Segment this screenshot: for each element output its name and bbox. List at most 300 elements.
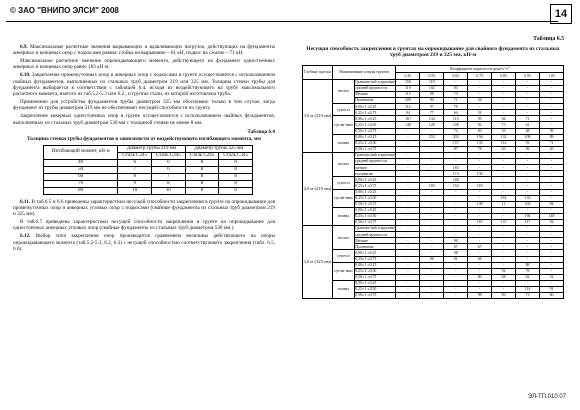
value-cell: 128: [420, 122, 444, 128]
page-number: 14: [550, 4, 572, 24]
soil-group-cell: супеси: [332, 177, 354, 189]
soil-type-cell: 0,50≤ I ≤0,75: [354, 128, 396, 134]
value-cell: 71: [540, 140, 564, 146]
value-cell: -: [540, 207, 564, 213]
value-cell: 97: [420, 104, 444, 110]
value-cell: 65: [492, 146, 516, 152]
soil-type-cell: 0,25≤ I ≤0,50: [354, 213, 396, 219]
company-header: © ЗАО "ВНИПО ЭЛСИ" 2008: [10, 6, 119, 15]
value-cell: 87: [444, 244, 468, 250]
value-cell: -: [516, 79, 540, 85]
t4-header-s245: Сталь С245: [118, 152, 152, 159]
value-cell: 133: [468, 140, 492, 146]
value-cell: 73: [492, 122, 516, 128]
value-cell: -: [540, 116, 564, 122]
value-cell: 112: [492, 140, 516, 146]
soil-type-cell: мелкие: [354, 165, 396, 171]
header-rule: [6, 21, 558, 22]
value-cell: 53: [492, 128, 516, 134]
value-cell: -: [492, 171, 516, 177]
soil-group-cell: пески: [332, 152, 354, 176]
value-cell: -: [396, 207, 420, 213]
value-cell: -: [420, 165, 444, 171]
table-cell: 8: [185, 187, 219, 194]
value-cell: -: [492, 92, 516, 98]
value-cell: 102: [420, 85, 444, 91]
value-cell: -: [396, 250, 420, 256]
value-cell: -: [396, 238, 420, 244]
right-column: [302, 36, 564, 299]
soil-type-cell: Пылеватые: [354, 244, 396, 250]
value-cell: -: [516, 177, 540, 183]
table-6-4-title: Толщина стенки трубы фундаментов в зависимости от воздействующего изгибающего момента, мм: [27, 136, 261, 143]
value-cell: -: [516, 280, 540, 286]
soil-type-cell: 0,50≤ I ≤0,75: [354, 274, 396, 280]
value-cell: -: [540, 280, 564, 286]
value-cell: -: [396, 293, 420, 299]
paragraph-text: Выбор типа закрепления опор производится сравнением величины действующего на опоры опрокидывающего момента (таб.5.2-5.3, 6.2, 6.3) с несущей способностью соответствующего закрепления (табл. 6.5, 6.6).: [13, 233, 275, 252]
value-cell: -: [516, 104, 540, 110]
value-cell: -: [516, 92, 540, 98]
value-cell: -: [492, 250, 516, 256]
soil-type-cell: средней крупности: [354, 159, 396, 165]
value-cell: -: [396, 213, 420, 219]
value-cell: -: [420, 171, 444, 177]
value-cell: 98: [444, 250, 468, 256]
value-cell: -: [540, 244, 564, 250]
soil-group-cell: сугли-нки: [332, 189, 354, 207]
table-row: [44, 166, 253, 173]
soil-type-cell: Пылеватые: [354, 98, 396, 104]
value-cell: 137: [492, 219, 516, 225]
table-6-5-title: Несущая способность закрепления в грунтах на опрокидывание для свайного фундамента из стальных труб диаметром 219 и 325 мм, кН·м: [306, 46, 560, 59]
soil-type-cell: 0,00≤ I ≤0,25: [354, 262, 396, 268]
value-cell: 89: [540, 134, 564, 140]
value-cell: 112: [396, 104, 420, 110]
value-cell: -: [420, 195, 444, 201]
value-cell: 117: [516, 219, 540, 225]
value-cell: -: [420, 128, 444, 134]
value-cell: -: [420, 250, 444, 256]
value-cell: 115: [396, 92, 420, 98]
value-cell: -: [492, 152, 516, 158]
value-cell: -: [396, 226, 420, 232]
value-cell: 48: [516, 128, 540, 134]
value-cell: -: [516, 244, 540, 250]
value-cell: 51: [468, 110, 492, 116]
soil-type-cell: 0,00≤ I ≤0,25: [354, 134, 396, 140]
value-cell: -: [396, 152, 420, 158]
value-cell: 90: [444, 238, 468, 244]
value-cell: -: [396, 183, 420, 189]
value-cell: -: [444, 189, 468, 195]
value-cell: -: [444, 195, 468, 201]
value-cell: -: [540, 110, 564, 116]
value-cell: 78: [516, 268, 540, 274]
value-cell: -: [420, 207, 444, 213]
t5-header-e-value: 0,45: [396, 72, 420, 79]
value-cell: 157: [444, 140, 468, 146]
value-cell: -: [540, 268, 564, 274]
value-cell: -: [540, 177, 564, 183]
soil-type-cell: Гравелистый и крупные: [355, 80, 395, 85]
value-cell: -: [420, 140, 444, 146]
value-cell: 148: [540, 213, 564, 219]
value-cell: -: [492, 207, 516, 213]
value-cell: -: [444, 274, 468, 280]
value-cell: -: [540, 85, 564, 91]
value-cell: -: [396, 268, 420, 274]
paragraph-number: 6.11.: [20, 198, 31, 205]
value-cell: -: [396, 280, 420, 286]
soil-type-cell: 0,25≤ I ≤0,50: [354, 195, 396, 201]
value-cell: -: [540, 232, 564, 238]
t5-header-e-value: 0,75: [468, 72, 492, 79]
value-cell: -: [396, 146, 420, 152]
value-cell: 83: [444, 85, 468, 91]
paragraph-text: Закрепление промежуточных опор и анкерных опор с подкосами в грунте осуществляется с использованием свайных фундаментов, выполненных из стальных труб диаметром 219 или 325 мм. Толщина стенки трубы для фундамента выбирается в соответствии с таблицей 6.4. исходя из воздействующего на трубу максимального расчетного момента, взятого из таб.5.2-5.3 или 6.2., и группы стали, из которой изготовлена труба.: [13, 72, 275, 98]
value-cell: -: [420, 274, 444, 280]
value-cell: 92: [540, 219, 564, 225]
value-cell: -: [444, 293, 468, 299]
table-cell: 80: [44, 187, 118, 194]
soil-group-cell: супеси: [332, 104, 354, 116]
value-cell: -: [492, 232, 516, 238]
value-cell: -: [516, 256, 540, 262]
t5-header-e-value: 0,55: [420, 72, 444, 79]
paragraphs-block-2: [13, 199, 275, 253]
soil-group-cell: пески: [332, 226, 354, 250]
value-cell: -: [444, 219, 468, 225]
table-cell: 8: [185, 180, 219, 187]
value-cell: -: [516, 250, 540, 256]
value-cell: 71: [444, 98, 468, 104]
value-cell: -: [444, 207, 468, 213]
value-cell: -: [444, 159, 468, 165]
value-cell: -: [396, 140, 420, 146]
soil-type-cell: 0,25≤ I ≤0,50: [354, 122, 396, 128]
table-cell: 8: [185, 173, 219, 180]
table-cell: 8: [219, 173, 253, 180]
value-cell: 161: [492, 195, 516, 201]
value-cell: -: [420, 232, 444, 238]
value-cell: -: [492, 189, 516, 195]
value-cell: -: [468, 104, 492, 110]
value-cell: -: [420, 287, 444, 293]
left-column: [13, 44, 275, 254]
value-cell: -: [516, 232, 540, 238]
paragraph-number: 6.12.: [20, 233, 31, 240]
value-cell: -: [492, 177, 516, 183]
t4-header-s345: Сталь С345: [219, 152, 253, 159]
soil-group-cell: глины: [332, 280, 354, 298]
t5-header-e-value: 0,65: [444, 72, 468, 79]
value-cell: 61: [516, 122, 540, 128]
value-cell: -: [468, 177, 492, 183]
value-cell: 74: [444, 128, 468, 134]
value-cell: 91: [516, 140, 540, 146]
soil-group-cell: сугли-нки: [332, 116, 354, 134]
table-cell: 10: [152, 187, 186, 194]
value-cell: 94: [396, 110, 420, 116]
value-cell: 67: [468, 244, 492, 250]
value-cell: -: [444, 152, 468, 158]
table-cell: 8: [219, 180, 253, 187]
value-cell: 156: [468, 134, 492, 140]
value-cell: -: [516, 85, 540, 91]
value-cell: -: [468, 262, 492, 268]
table-cell: 6: [152, 159, 186, 166]
value-cell: 79: [444, 104, 468, 110]
value-cell: 62: [516, 274, 540, 280]
value-cell: 56: [516, 146, 540, 152]
value-cell: -: [396, 244, 420, 250]
value-cell: -: [444, 79, 468, 85]
table-row: [44, 159, 253, 166]
value-cell: -: [492, 98, 516, 104]
value-cell: -: [420, 213, 444, 219]
value-cell: 98: [420, 92, 444, 98]
value-cell: -: [444, 226, 468, 232]
value-cell: 95: [468, 116, 492, 122]
body-paragraph: [13, 99, 275, 112]
value-cell: 11: [492, 201, 516, 207]
value-cell: 78: [468, 146, 492, 152]
value-cell: -: [420, 177, 444, 183]
value-cell: 87: [444, 146, 468, 152]
paragraph-number: 6.10.: [20, 72, 31, 79]
value-cell: 152: [444, 183, 468, 189]
t4-header-moment: Изгибающий момент, кН·м: [44, 145, 118, 159]
table-cell: 50: [44, 166, 118, 173]
table-cell: 7: [152, 173, 186, 180]
body-paragraph: [13, 233, 275, 252]
value-cell: 84: [492, 116, 516, 122]
value-cell: -: [396, 189, 420, 195]
value-cell: 167: [468, 219, 492, 225]
paragraph-text: Применение для устройства фундаментов трубы диаметром 325 мм обосновано только в том случае, когда фундамент из трубы диаметром 219 мм не обеспечивает несущей способности по грунту.: [13, 99, 275, 112]
table-cell: 8: [219, 166, 253, 173]
soil-type-cell: 0,00≤ I ≤0,25: [354, 207, 396, 213]
soil-type-cell: Гравелистый и крупные: [355, 153, 395, 158]
table-cell: 6: [118, 159, 152, 166]
soil-type-cell: пылеватые: [354, 171, 396, 177]
value-cell: 71: [516, 116, 540, 122]
value-cell: -: [396, 262, 420, 268]
value-cell: -: [468, 165, 492, 171]
value-cell: 83: [492, 293, 516, 299]
table-cell: 60: [44, 173, 118, 180]
value-cell: -: [468, 226, 492, 232]
value-cell: -: [420, 280, 444, 286]
value-cell: -: [396, 165, 420, 171]
value-cell: -: [420, 268, 444, 274]
value-cell: 68: [492, 274, 516, 280]
value-cell: -: [540, 104, 564, 110]
value-cell: 98: [468, 293, 492, 299]
value-cell: 81: [444, 256, 468, 262]
value-cell: -: [468, 232, 492, 238]
soil-type-cell: Гравелистый и крупные: [355, 226, 395, 231]
value-cell: 73: [444, 92, 468, 98]
table-cell: 10: [118, 187, 152, 194]
table-cell: 8: [185, 159, 219, 166]
table-row: [303, 134, 564, 140]
table-cell: 6: [152, 166, 186, 173]
value-cell: -: [540, 159, 564, 165]
value-cell: -: [444, 213, 468, 219]
document-code: ЭЛ-ТП.010.07: [527, 394, 566, 400]
value-cell: -: [468, 195, 492, 201]
soil-type-cell: Мелкие: [354, 238, 396, 244]
value-cell: -: [516, 183, 540, 189]
depth-cell: 3,0 м (219 мм): [303, 79, 333, 152]
value-cell: -: [540, 256, 564, 262]
soil-type-cell: 0,25≤ I ≤0,75: [354, 110, 396, 116]
value-cell: -: [516, 171, 540, 177]
value-cell: -: [396, 287, 420, 293]
paragraph-text: Максимальное расчетное значение опрокидывающего момента, действующего на фундамент одностоечных анкерных и концевых опор равно 183 кН·м.: [13, 58, 275, 71]
soil-type-cell: 0,50≤ I ≤0,75: [354, 201, 396, 207]
value-cell: -: [420, 238, 444, 244]
value-cell: -: [468, 79, 492, 85]
value-cell: -: [420, 226, 444, 232]
soil-type-cell: средней крупности: [354, 232, 396, 238]
value-cell: -: [468, 238, 492, 244]
value-cell: -: [492, 104, 516, 110]
value-cell: 183: [420, 183, 444, 189]
value-cell: 64: [444, 110, 468, 116]
soil-type-cell: 0,25≤ I ≤0,75: [354, 183, 396, 189]
body-paragraph: [13, 72, 275, 97]
value-cell: -: [444, 280, 468, 286]
value-cell: -: [516, 165, 540, 171]
value-cell: -: [540, 262, 564, 268]
table-cell: 8: [118, 173, 152, 180]
value-cell: -: [492, 85, 516, 91]
value-cell: -: [540, 98, 564, 104]
value-cell: -: [492, 262, 516, 268]
value-cell: 91: [540, 287, 564, 293]
value-cell: -: [492, 110, 516, 116]
value-cell: -: [420, 262, 444, 268]
value-cell: -: [420, 146, 444, 152]
value-cell: 108: [444, 122, 468, 128]
table-cell: 40: [44, 159, 118, 166]
value-cell: -: [492, 159, 516, 165]
value-cell: -: [540, 195, 564, 201]
value-cell: -: [516, 207, 540, 213]
soil-type-cell: 0,00≤ I ≤0,25: [354, 104, 396, 110]
value-cell: -: [540, 122, 564, 128]
body-paragraph: [13, 219, 275, 232]
value-cell: 92: [492, 268, 516, 274]
value-cell: -: [420, 219, 444, 225]
value-cell: -: [444, 201, 468, 207]
value-cell: -: [396, 159, 420, 165]
value-cell: 77: [420, 110, 444, 116]
value-cell: -: [468, 159, 492, 165]
depth-cell: 4,0 м (219 мм): [303, 152, 333, 225]
body-paragraph: [13, 199, 275, 218]
value-cell: -: [492, 287, 516, 293]
value-cell: -: [492, 79, 516, 85]
value-cell: -: [420, 293, 444, 299]
value-cell: -: [540, 183, 564, 189]
soil-group-cell: глины: [332, 134, 354, 152]
value-cell: 54: [468, 98, 492, 104]
value-cell: -: [516, 189, 540, 195]
table-cell: 8: [152, 180, 186, 187]
value-cell: 119: [396, 85, 420, 91]
table-cell: 70: [44, 180, 118, 187]
soil-group-cell: сугли-нки: [332, 262, 354, 280]
table-cell: 8: [219, 159, 253, 166]
paragraph-text: Максимальные расчетные значения вырывающих и вдавливающих нагрузок, действующих на фундаменты анкерных и концевых опор с подкосами равны: стойка на вырывание – 61 кН, подкос на сжатие – 71 кН.: [13, 44, 275, 57]
value-cell: -: [492, 244, 516, 250]
value-cell: 109: [396, 98, 420, 104]
soil-type-cell: 0,00≤ I ≤0,25: [354, 116, 396, 122]
value-cell: -: [516, 226, 540, 232]
soil-group-cell: супеси: [332, 250, 354, 262]
value-cell: 114: [516, 287, 540, 293]
value-cell: 52: [540, 274, 564, 280]
paragraph-text: В таб.6.5 и 6.6 приведены характеристики несущей способности закрепления в грунте на опрокидывание для промежуточных опор и анкерных угловых опор с подкосами (свайные фундаменты из стальных труб диаметром 219 и 325 мм).: [13, 198, 275, 218]
value-cell: -: [540, 165, 564, 171]
soil-type-cell: Мелкие: [354, 92, 396, 98]
value-cell: 167: [396, 116, 420, 122]
table-cell: 8: [219, 187, 253, 194]
value-cell: 119: [420, 79, 444, 85]
soil-type-cell: средней крупности: [354, 85, 396, 91]
value-cell: 134: [420, 116, 444, 122]
t5-header-depth: Глубина заделки: [303, 65, 333, 79]
value-cell: 253: [420, 134, 444, 140]
value-cell: 139: [468, 201, 492, 207]
value-cell: -: [540, 238, 564, 244]
value-cell: -: [492, 213, 516, 219]
value-cell: -: [444, 262, 468, 268]
value-cell: 88: [516, 262, 540, 268]
value-cell: -: [396, 219, 420, 225]
value-cell: 118: [468, 183, 492, 189]
value-cell: -: [492, 280, 516, 286]
paragraph-number: 6.9.: [20, 44, 28, 50]
value-cell: -: [516, 159, 540, 165]
value-cell: 188: [444, 177, 468, 183]
value-cell: -: [468, 207, 492, 213]
value-cell: -: [540, 171, 564, 177]
paragraphs-block-1: [13, 44, 275, 126]
soil-type-cell: 0,25≤ I ≤0,50: [354, 287, 396, 293]
value-cell: 84: [540, 201, 564, 207]
value-cell: -: [540, 226, 564, 232]
value-cell: -: [492, 183, 516, 189]
value-cell: 63: [468, 128, 492, 134]
value-cell: 174: [444, 171, 468, 177]
value-cell: -: [420, 201, 444, 207]
value-cell: -: [492, 256, 516, 262]
table-row: [44, 173, 253, 180]
t5-header-e-value: 0,95: [516, 72, 540, 79]
value-cell: -: [540, 92, 564, 98]
soil-type-cell: 0,50≤ I ≤0,75: [354, 219, 396, 225]
value-cell: -: [492, 238, 516, 244]
value-cell: 148: [396, 122, 420, 128]
value-cell: -: [468, 280, 492, 286]
value-cell: 150: [396, 79, 420, 85]
t4-header-d219: Диаметр трубы 219 мм: [118, 145, 185, 152]
